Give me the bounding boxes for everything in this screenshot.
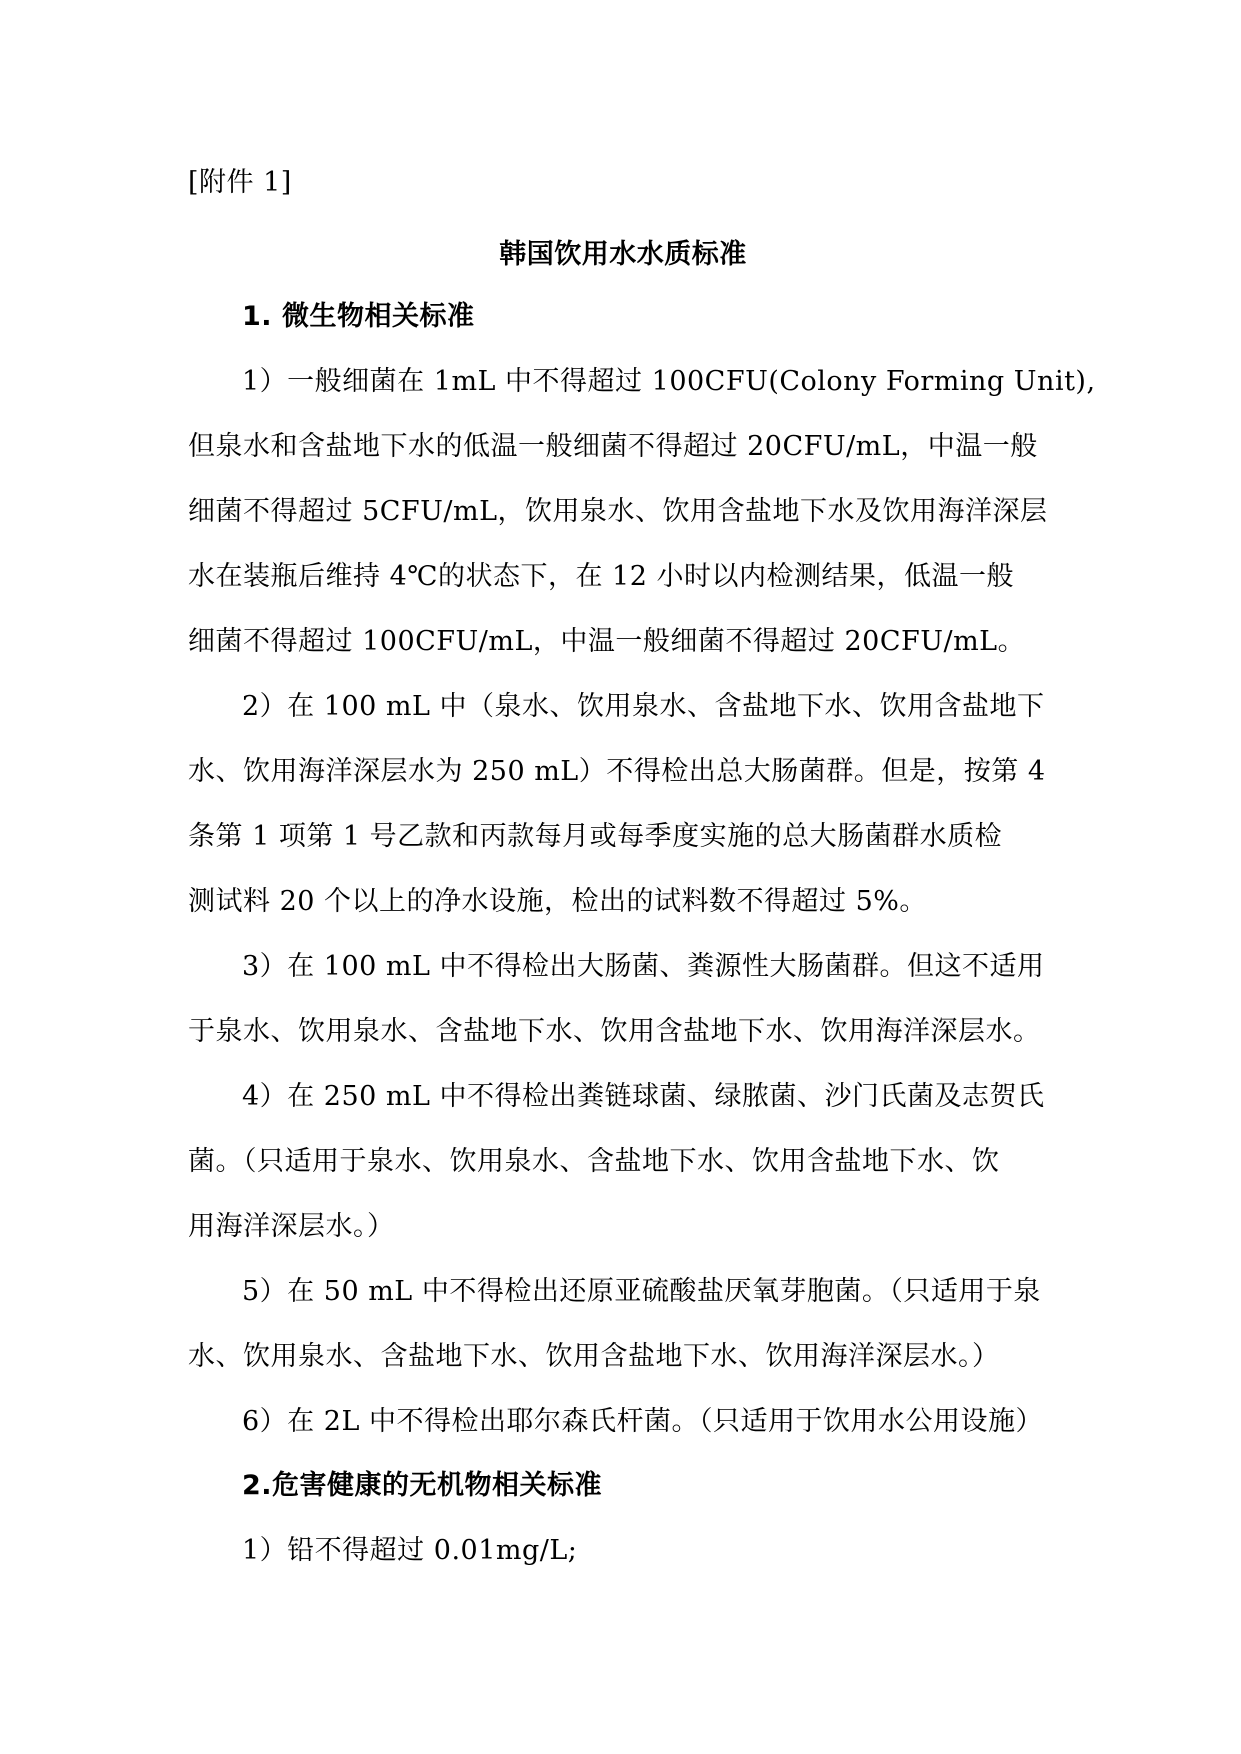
paragraph-line: 用海洋深层水。） — [188, 1211, 395, 1242]
section-1-paragraph-3 — [188, 934, 1058, 1064]
paragraph-line: 条第 1 项第 1 号乙款和丙款每月或每季度实施的总大肠菌群水质检 — [188, 821, 1003, 852]
paragraph-line: 细菌不得超过 5CFU/mL，饮用泉水、饮用含盐地下水及饮用海洋深层 — [188, 496, 1048, 527]
paragraph-line: 测试料 20 个以上的净水设施，检出的试料数不得超过 5%。 — [188, 886, 927, 917]
document-body — [188, 160, 1096, 1583]
section-1-heading: 1. 微生物相关标准 — [242, 301, 475, 332]
section-2-heading: 2.危害健康的无机物相关标准 — [242, 1470, 603, 1501]
paragraph-line: 6）在 2L 中不得检出耶尔森氏杆菌。（只适用于饮用水公用设施） — [242, 1406, 1043, 1437]
section-1-paragraph-6 — [188, 1389, 1058, 1454]
paragraph-line: 水、饮用海洋深层水为 250 mL）不得检出总大肠菌群。但是，按第 4 — [188, 756, 1046, 787]
paragraph-line: 水在装瓶后维持 4℃的状态下，在 12 小时以内检测结果，低温一般 — [188, 561, 1014, 592]
paragraph-line: 于泉水、饮用泉水、含盐地下水、饮用含盐地下水、饮用海洋深层水。 — [188, 1016, 1041, 1047]
paragraph-line: 2）在 100 mL 中（泉水、饮用泉水、含盐地下水、饮用含盐地下 — [242, 691, 1045, 722]
paragraph-line: 1）铅不得超过 0.01mg/L; — [242, 1535, 578, 1566]
section-1-paragraph-2 — [188, 674, 1058, 934]
section-1-paragraph-5 — [188, 1259, 1058, 1389]
section-1-paragraph-1 — [188, 349, 1096, 674]
document-title: 韩国饮用水水质标准 — [499, 239, 747, 270]
paragraph-line: 菌。（只适用于泉水、饮用泉水、含盐地下水、饮用含盐地下水、饮 — [188, 1146, 1000, 1177]
attachment-label: [附件 1] — [188, 167, 292, 198]
paragraph-line: 细菌不得超过 100CFU/mL，中温一般细菌不得超过 20CFU/mL。 — [188, 626, 1026, 657]
paragraph-line: 3）在 100 mL 中不得检出大肠菌、粪源性大肠菌群。但这不适用 — [242, 951, 1045, 982]
paragraph-line: 4）在 250 mL 中不得检出粪链球菌、绿脓菌、沙门氏菌及志贺氏 — [242, 1081, 1045, 1112]
paragraph-line: 水、饮用泉水、含盐地下水、饮用含盐地下水、饮用海洋深层水。） — [188, 1341, 1000, 1372]
paragraph-line: 5）在 50 mL 中不得检出还原亚硫酸盐厌氧芽胞菌。（只适用于泉 — [242, 1276, 1041, 1307]
section-1-paragraph-4 — [188, 1064, 1058, 1259]
paragraph-line: 但泉水和含盐地下水的低温一般细菌不得超过 20CFU/mL，中温一般 — [188, 431, 1038, 462]
paragraph-line: 1）一般细菌在 1mL 中不得超过 100CFU(Colony Forming Unit), — [242, 366, 1096, 397]
section-2-paragraph-1 — [188, 1518, 1058, 1583]
